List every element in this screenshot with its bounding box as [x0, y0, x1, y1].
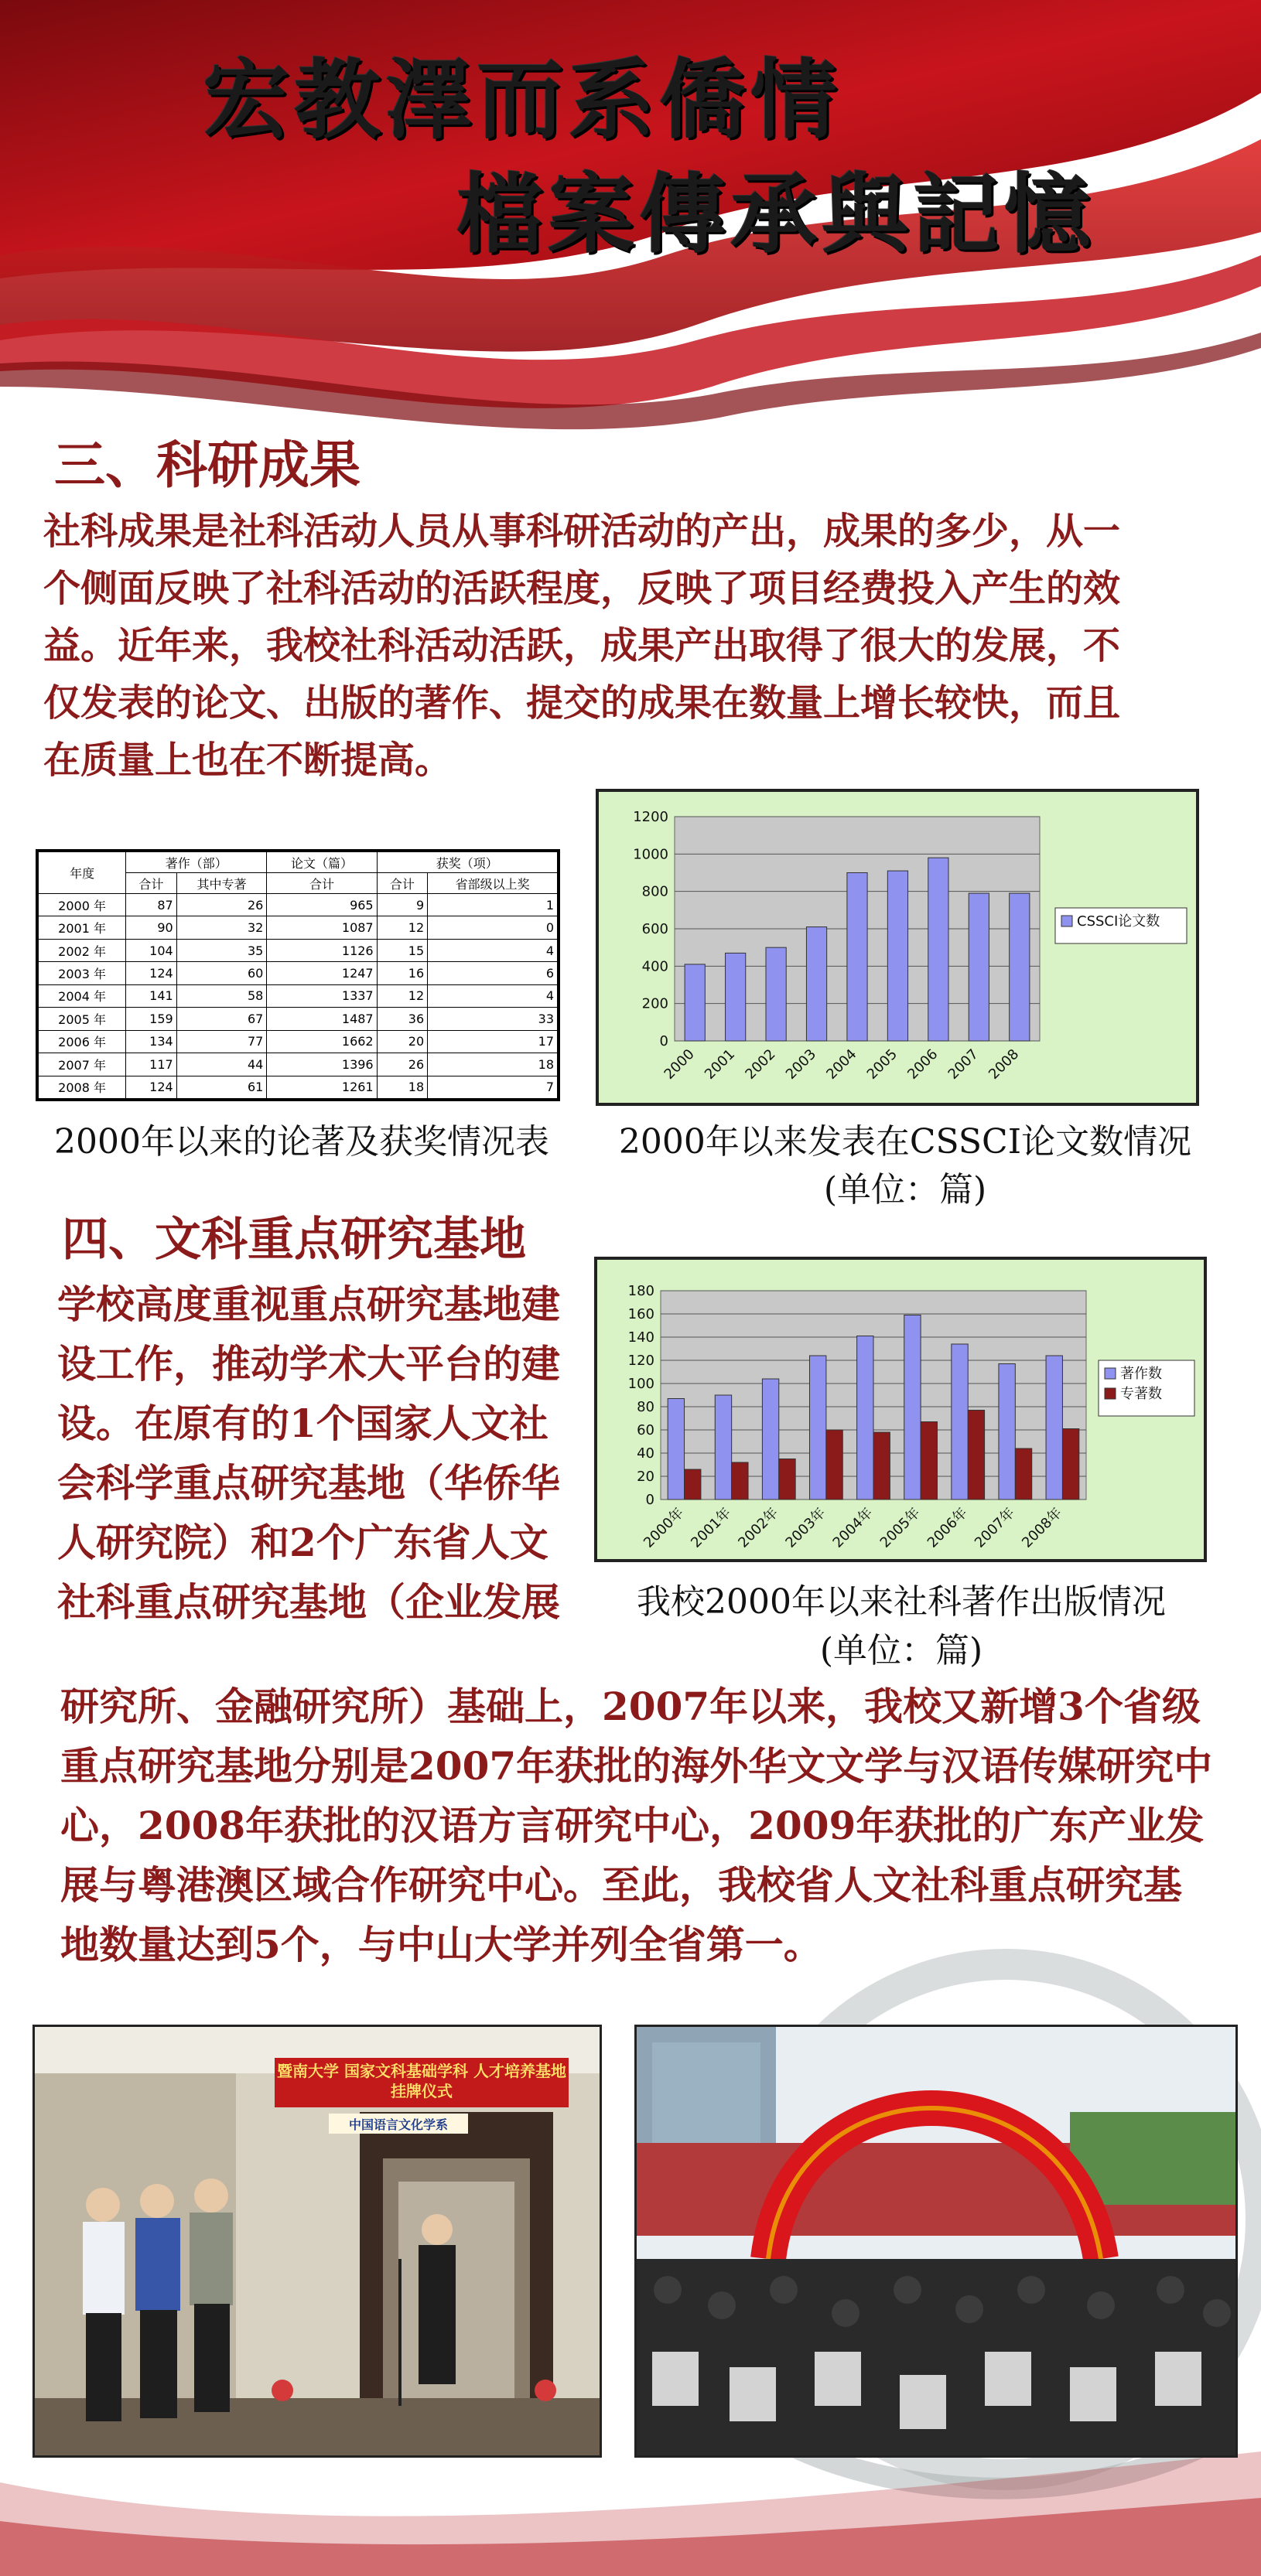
table-cell: 141: [126, 984, 177, 1007]
x-tick-label: 2002: [742, 1046, 779, 1083]
table-year-cell: 2003 年: [39, 962, 126, 984]
table-subheader: 合计: [377, 873, 428, 894]
y-tick-label: 120: [627, 1353, 654, 1369]
bar-series-a: [715, 1395, 731, 1500]
table-row: [39, 894, 558, 916]
bar-series-a: [857, 1336, 873, 1500]
bar-series-a: [847, 873, 867, 1042]
table-cell: 12: [377, 984, 428, 1007]
table-row: [39, 916, 558, 939]
y-tick-label: 400: [641, 958, 668, 975]
x-tick-label: 2004: [823, 1046, 860, 1083]
bar-series-a: [1010, 893, 1030, 1041]
table-cell: 58: [176, 984, 267, 1007]
bar-series-b: [921, 1422, 937, 1500]
section4-line: 重点研究基地分别是2007年获批的海外华文文学与汉语传媒研究中: [60, 1743, 1213, 1789]
table-subheader: 其中专著: [176, 873, 267, 894]
bar-series-b: [732, 1462, 748, 1500]
table-cell: 1487: [267, 1008, 377, 1030]
x-tick-label: 2007: [945, 1046, 982, 1083]
table-group-header: 著作（部）: [126, 852, 267, 873]
bar-series-a: [762, 1379, 778, 1500]
table-row: [39, 1008, 558, 1030]
legend-label: 著作数: [1120, 1366, 1162, 1382]
table-cell: 117: [126, 1053, 177, 1076]
x-tick-label: 2000: [661, 1046, 698, 1083]
table-row: [39, 962, 558, 984]
x-tick-label: 2006年: [924, 1504, 971, 1551]
bar-series-a: [685, 964, 705, 1041]
y-tick-label: 140: [627, 1329, 654, 1346]
works-chart-unit: (单位：篇): [819, 1631, 983, 1670]
table-cell: 1396: [267, 1053, 377, 1076]
section3-heading: 三、科研成果: [54, 435, 361, 495]
y-tick-label: 80: [637, 1399, 654, 1415]
y-tick-label: 200: [641, 995, 668, 1012]
section4-narrow-paragraph: [57, 1274, 583, 1632]
x-tick-label: 2008: [986, 1046, 1023, 1083]
section3-line: 个侧面反映了社科活动的活跃程度，反映了项目经费投入产生的效: [43, 567, 1121, 610]
table-cell: 0: [428, 916, 558, 939]
table-subheader: 省部级以上奖: [428, 873, 558, 894]
table-cell: 134: [126, 1030, 177, 1053]
bar-series-b: [826, 1430, 842, 1500]
table-cell: 159: [126, 1008, 177, 1030]
works-chart: [594, 1257, 1207, 1562]
table-cell: 1087: [267, 916, 377, 939]
y-tick-label: 600: [641, 921, 668, 937]
table-cell: 1337: [267, 984, 377, 1007]
table-cell: 60: [176, 962, 267, 984]
table-year-cell: 2007 年: [39, 1053, 126, 1076]
bar-series-a: [668, 1399, 684, 1500]
legend-label: CSSCI论文数: [1077, 913, 1160, 930]
section4-line: 研究所、金融研究所）基础上，2007年以来，我校又新增3个省级: [60, 1684, 1201, 1729]
table-cell: 6: [428, 962, 558, 984]
cssci-chart-svg: [599, 792, 1196, 1103]
table-cell: 1: [428, 894, 558, 916]
bar-series-a: [810, 1356, 826, 1500]
table-row: [39, 1076, 558, 1099]
cssci-chart-caption: 2000年以来发表在CSSCI论文数情况: [618, 1122, 1192, 1162]
section4-line: 学校高度重视重点研究基地建: [57, 1281, 560, 1327]
section4-line: 社科重点研究基地（企业发展: [57, 1579, 560, 1625]
table-cell: 77: [176, 1030, 267, 1053]
section4-line: 人研究院）和2个广东省人文: [57, 1520, 548, 1565]
x-tick-label: 2002年: [735, 1504, 782, 1551]
legend-swatch: [1105, 1388, 1116, 1399]
bar-series-a: [999, 1364, 1015, 1500]
ceremony-photo-right: [634, 2025, 1238, 2458]
x-tick-label: 2001: [701, 1046, 739, 1083]
table-cell: 26: [377, 1053, 428, 1076]
bar-series-a: [904, 1315, 921, 1500]
legend-label: 专著数: [1120, 1386, 1162, 1402]
table-cell: 90: [126, 916, 177, 939]
bar-series-a: [766, 947, 786, 1041]
y-tick-label: 60: [637, 1422, 654, 1438]
section4-line: 展与粤港澳区域合作研究中心。至此，我校省人文社科重点研究基: [60, 1862, 1182, 1908]
table-cell: 15: [377, 939, 428, 961]
table-cell: 26: [176, 894, 267, 916]
table-corner-header: 年度: [39, 852, 126, 894]
works-awards-table: [36, 849, 560, 1101]
table-cell: 4: [428, 939, 558, 961]
y-tick-label: 800: [641, 883, 668, 900]
y-tick-label: 0: [659, 1033, 668, 1049]
y-tick-label: 160: [627, 1306, 654, 1322]
bar-series-b: [968, 1411, 984, 1500]
table-cell: 36: [377, 1008, 428, 1030]
table-year-cell: 2006 年: [39, 1030, 126, 1053]
bar-series-b: [873, 1432, 890, 1500]
cssci-chart: [596, 789, 1199, 1106]
section3-line: 在质量上也在不断提高。: [43, 739, 453, 782]
x-tick-label: 2005: [863, 1046, 900, 1083]
table-cell: 61: [176, 1076, 267, 1099]
y-tick-label: 1000: [633, 846, 668, 863]
table-row: [39, 1030, 558, 1053]
bar-series-b: [685, 1469, 701, 1500]
table-year-cell: 2002 年: [39, 939, 126, 961]
table-cell: 18: [428, 1053, 558, 1076]
works-chart-caption: 我校2000年以来社科著作出版情况: [637, 1582, 1166, 1622]
x-tick-label: 2006: [904, 1046, 941, 1083]
x-tick-label: 2007年: [971, 1504, 1018, 1551]
table-cell: 104: [126, 939, 177, 961]
bar-series-b: [1062, 1429, 1078, 1500]
section3-line: 仅发表的论文、出版的著作、提交的成果在数量上增长较快，而且: [43, 681, 1121, 725]
table-cell: 44: [176, 1053, 267, 1076]
table-cell: 12: [377, 916, 428, 939]
table-cell: 1247: [267, 962, 377, 984]
x-tick-label: 2005年: [877, 1504, 924, 1551]
table-group-header: 论文（篇）: [267, 852, 377, 873]
x-tick-label: 2000年: [641, 1504, 688, 1551]
table-year-cell: 2008 年: [39, 1076, 126, 1099]
table-cell: 18: [377, 1076, 428, 1099]
table-subheader: 合计: [126, 873, 177, 894]
table-year-cell: 2000 年: [39, 894, 126, 916]
bar-series-a: [969, 893, 989, 1041]
section3-line: 社科成果是社科活动人员从事科研活动的产出，成果的多少，从一: [43, 510, 1121, 553]
table-cell: 965: [267, 894, 377, 916]
table-cell: 124: [126, 1076, 177, 1099]
y-tick-label: 0: [645, 1492, 654, 1508]
section4-heading: 四、文科重点研究基地: [62, 1213, 526, 1267]
x-tick-label: 2003年: [782, 1504, 829, 1551]
bar-series-a: [806, 927, 826, 1041]
table-row: [39, 984, 558, 1007]
bar-series-a: [887, 871, 907, 1041]
bar-series-b: [779, 1459, 795, 1500]
table-cell: 4: [428, 984, 558, 1007]
y-tick-label: 20: [637, 1469, 654, 1485]
bar-series-a: [928, 858, 948, 1041]
table-year-cell: 2001 年: [39, 916, 126, 939]
bar-series-a: [952, 1344, 968, 1500]
header-title-line2: 檔案傳承與記憶: [456, 165, 1095, 265]
table-cell: 1662: [267, 1030, 377, 1053]
legend-swatch: [1061, 916, 1072, 926]
table-year-cell: 2004 年: [39, 984, 126, 1007]
ceremony-sign-text: 中国语言文化学系: [348, 2117, 448, 2132]
section3-line: 益。近年来，我校社科活动活跃，成果产出取得了很大的发展，不: [43, 624, 1121, 667]
table-row: [39, 1053, 558, 1076]
section4-line: 设工作，推动学术大平台的建: [57, 1341, 560, 1387]
table-cell: 7: [428, 1076, 558, 1099]
table-cell: 20: [377, 1030, 428, 1053]
header-title-line1: 宏教澤而系僑情: [203, 50, 842, 151]
x-tick-label: 2004年: [829, 1504, 877, 1551]
works-chart-svg: [597, 1260, 1204, 1559]
table-cell: 67: [176, 1008, 267, 1030]
table-cell: 35: [176, 939, 267, 961]
section4-line: 地数量达到5个，与中山大学并列全省第一。: [60, 1922, 822, 1967]
x-tick-label: 2008年: [1019, 1504, 1065, 1551]
table-cell: 33: [428, 1008, 558, 1030]
ceremony-photo-right-image: [637, 2027, 1235, 2455]
table-cell: 87: [126, 894, 177, 916]
ceremony-banner-text: 暨南大学 国家文科基础学科 人才培养基地 挂牌仪式: [277, 2062, 566, 2100]
table-row: [39, 939, 558, 961]
table-cell: 1126: [267, 939, 377, 961]
legend-swatch: [1105, 1368, 1116, 1379]
section3-paragraph: [43, 503, 1250, 789]
table-cell: 32: [176, 916, 267, 939]
table-cell: 17: [428, 1030, 558, 1053]
y-tick-label: 180: [627, 1283, 654, 1299]
section4-line: 会科学重点研究基地（华侨华: [57, 1460, 560, 1506]
table-cell: 1261: [267, 1076, 377, 1099]
table-group-header: 获奖（项）: [377, 852, 557, 873]
ceremony-photo-left: [32, 2025, 602, 2458]
y-tick-label: 1200: [633, 809, 668, 825]
bar-series-b: [1015, 1448, 1031, 1500]
table-cell: 9: [377, 894, 428, 916]
bar-series-a: [1046, 1356, 1062, 1500]
y-tick-label: 100: [627, 1376, 654, 1392]
table-cell: 16: [377, 962, 428, 984]
table-caption: 2000年以来的论著及获奖情况表: [54, 1122, 549, 1162]
y-tick-label: 40: [637, 1445, 654, 1462]
section4-line: 心，2008年获批的汉语方言研究中心，2009年获批的广东产业发: [60, 1803, 1205, 1848]
cssci-chart-unit: (单位：篇): [823, 1170, 987, 1210]
table-year-cell: 2005 年: [39, 1008, 126, 1030]
table-cell: 124: [126, 962, 177, 984]
bar-series-a: [726, 953, 746, 1041]
x-tick-label: 2001年: [688, 1504, 735, 1551]
section4-line: 设。在原有的1个国家人文社: [57, 1401, 548, 1446]
x-tick-label: 2003: [782, 1046, 820, 1083]
table-subheader: 合计: [267, 873, 377, 894]
